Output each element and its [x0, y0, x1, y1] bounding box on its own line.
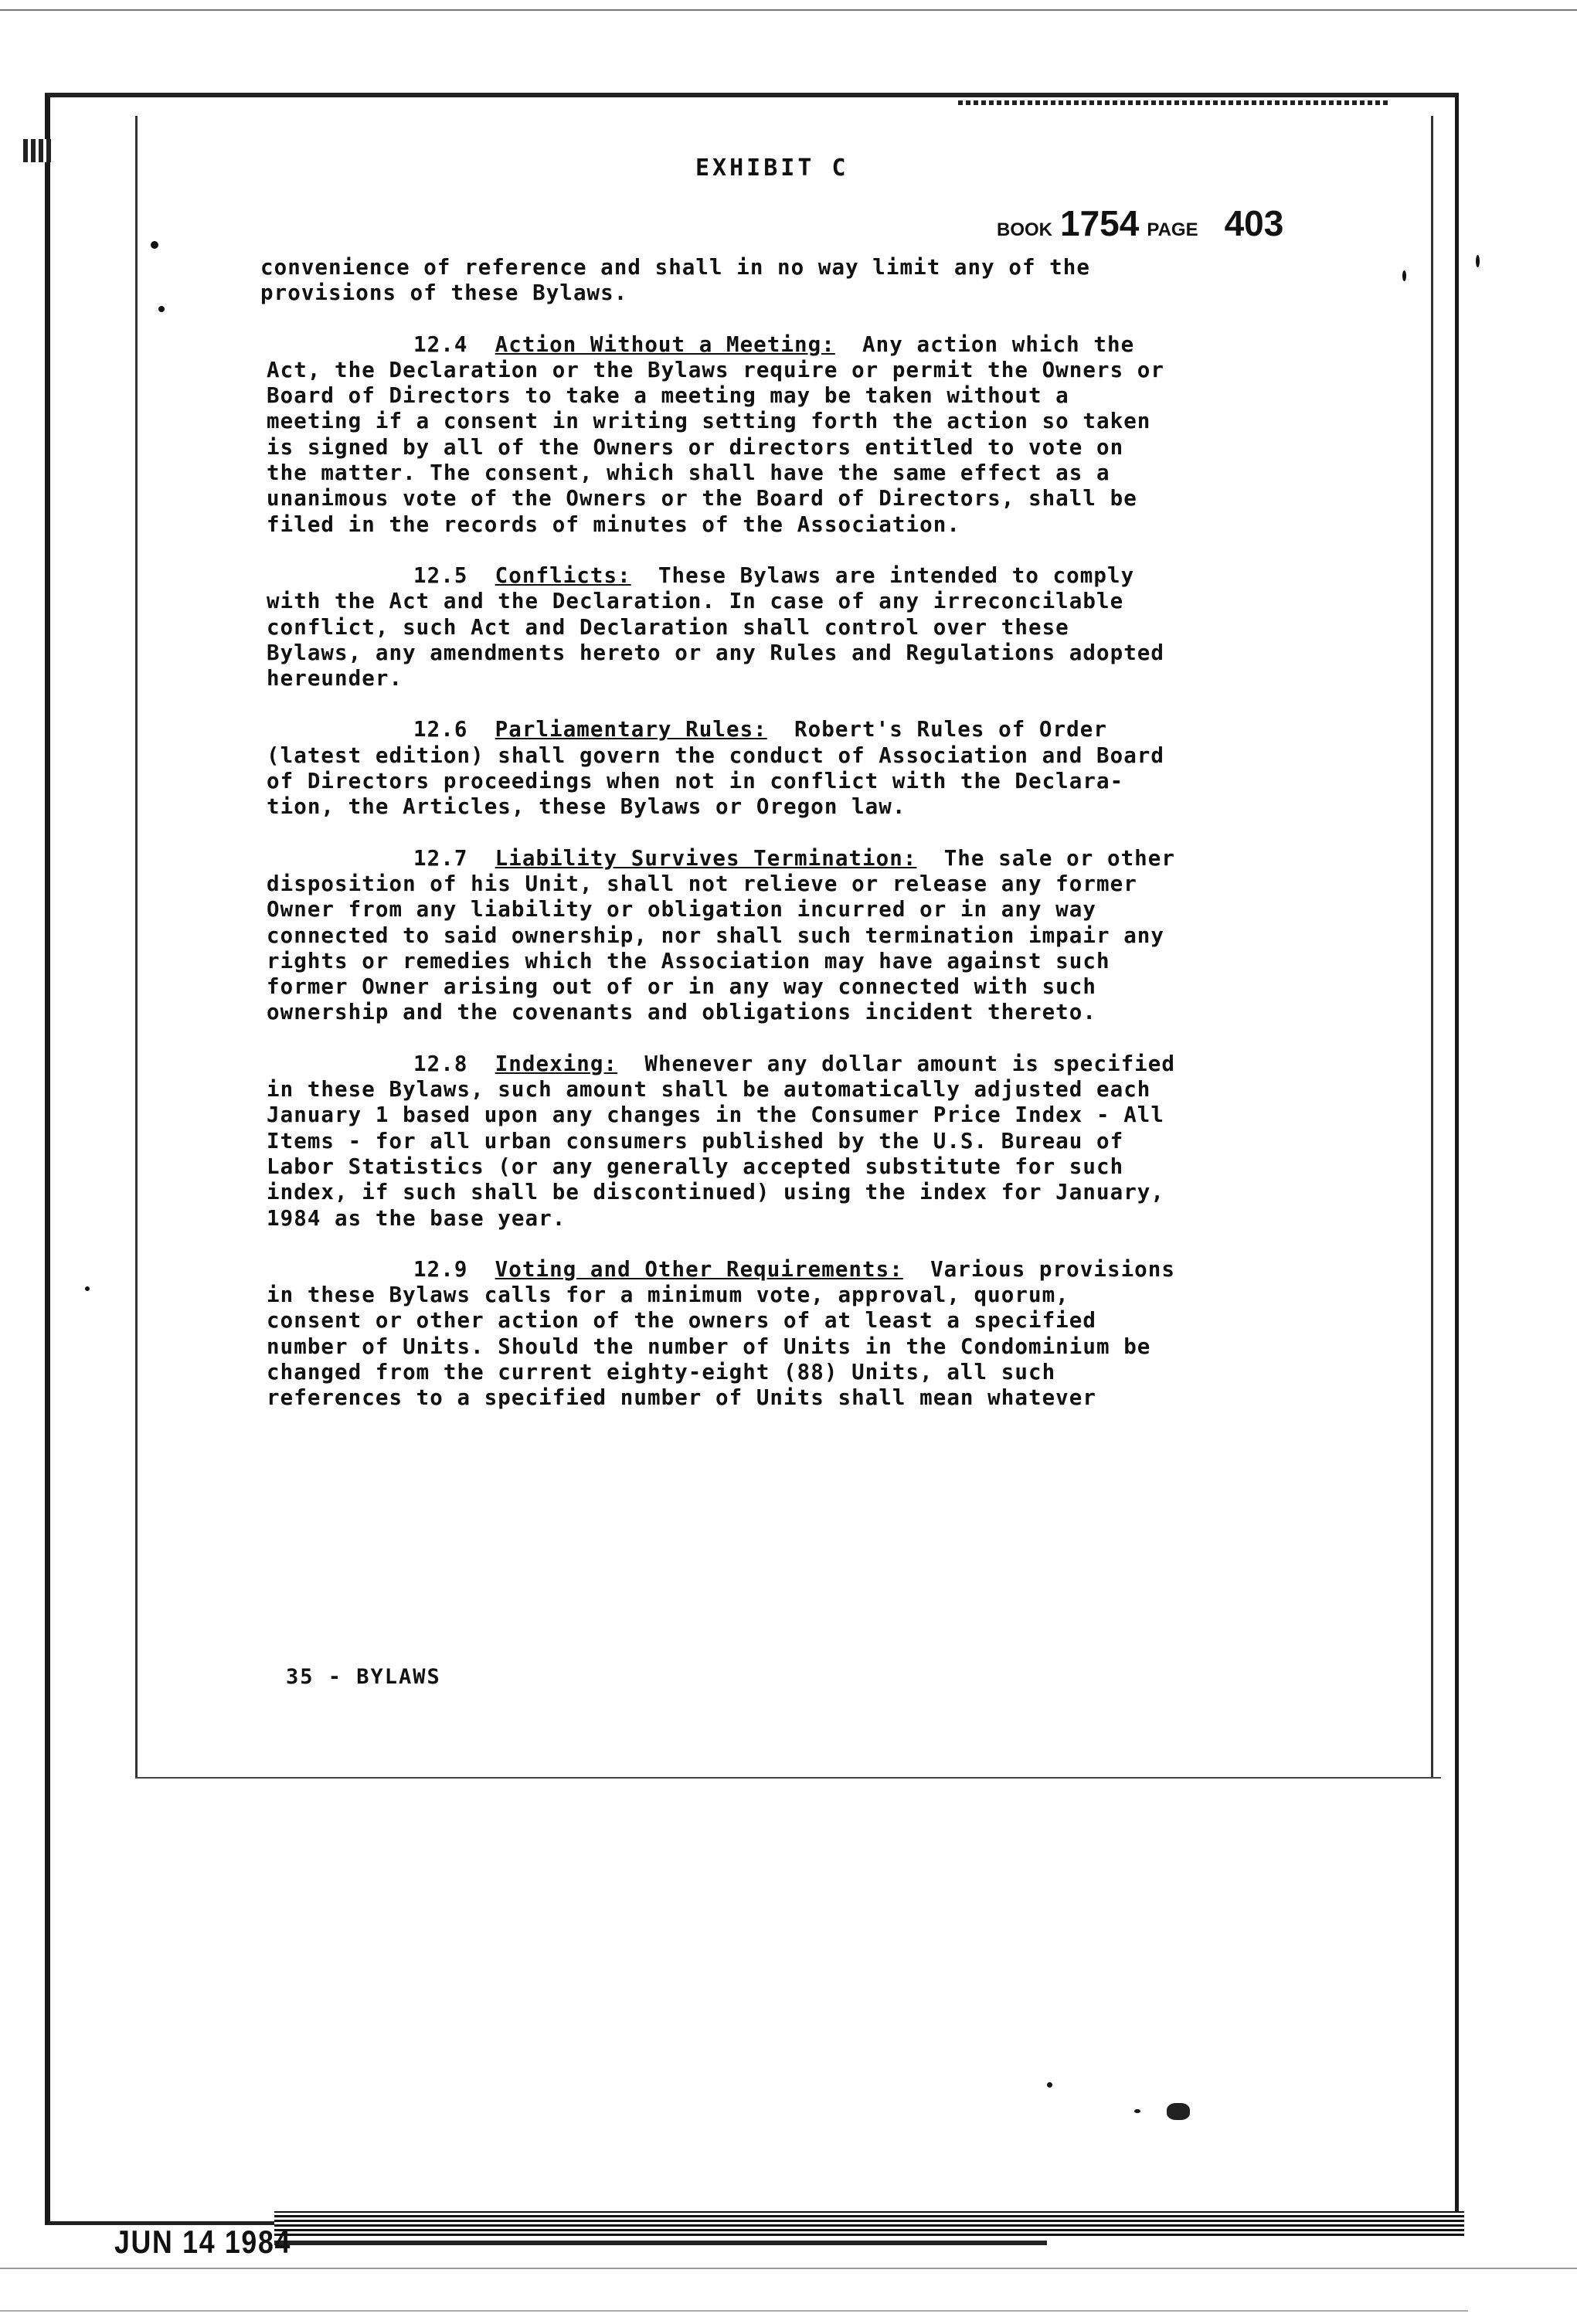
- text-line: The sale or other: [943, 845, 1175, 871]
- book-prefix: BOOK: [997, 219, 1052, 240]
- text-line: references to a specified number of Units shall mean whatever: [267, 1385, 1096, 1411]
- speck: [1134, 2109, 1140, 2113]
- text-line: These Bylaws are intended to comply: [658, 562, 1135, 588]
- book-number: 1754: [1060, 203, 1140, 243]
- recording-stamp-rule: [274, 2241, 1047, 2245]
- text-line: disposition of his Unit, shall not relieve or release any former: [267, 871, 1137, 896]
- text-line: index, if such shall be discontinued) using the index for January,: [267, 1180, 1165, 1205]
- text-line: tion, the Articles, these Bylaws or Oregon law.: [267, 794, 906, 820]
- section-heading: Voting and Other Requirements:: [495, 1256, 903, 1282]
- text-line: Act, the Declaration or the Bylaws require or permit the Owners or: [267, 357, 1165, 382]
- page-footer-label: 35 - BYLAWS: [286, 1665, 441, 1689]
- ink-blot: [1167, 2103, 1190, 2120]
- section-12-6: [267, 717, 1294, 820]
- text-line: rights or remedies which the Association may have against such: [267, 948, 1110, 973]
- scan-noise-top: [958, 100, 1391, 105]
- speck: [1402, 270, 1406, 281]
- text-line: consent or other action of the owners of at least a specified: [267, 1308, 1096, 1334]
- speck: [85, 1286, 90, 1291]
- section-12-8: [267, 1052, 1294, 1232]
- section-heading: Indexing:: [495, 1051, 618, 1076]
- text-line: provisions of these Bylaws.: [260, 280, 628, 306]
- text-line: former Owner arising out of or in any way connected with such: [267, 974, 1096, 1000]
- section-number: 12.5: [413, 562, 468, 588]
- text-line: Items - for all urban consumers published by the U.S. Bureau of: [267, 1128, 1124, 1154]
- text-line: changed from the current eighty-eight (88) Units, all such: [267, 1359, 1056, 1385]
- section-heading: Liability Survives Termination:: [495, 845, 917, 871]
- text-line: of Directors proceedings when not in conflict with the Declara-: [267, 769, 1124, 794]
- recording-stamp-bar: [274, 2211, 1464, 2236]
- exhibit-title: EXHIBIT C: [695, 155, 849, 182]
- section-heading: Parliamentary Rules:: [495, 717, 767, 742]
- text-line: January 1 based upon any changes in the Consumer Price Index - All: [267, 1103, 1165, 1128]
- section-12-9: [267, 1257, 1294, 1412]
- text-line: the matter. The consent, which shall have the same effect as a: [267, 460, 1110, 486]
- text-line: hereunder.: [267, 666, 403, 691]
- speck: [158, 306, 165, 312]
- text-line: Various provisions: [930, 1256, 1175, 1282]
- speck: [1047, 2082, 1052, 2088]
- section-12-5: [267, 563, 1294, 691]
- page-prefix: PAGE: [1147, 219, 1198, 240]
- paragraph-continuation: [260, 255, 1294, 307]
- scan-noise-left: [23, 139, 54, 162]
- text-line: number of Units. Should the number of Units in the Condominium be: [267, 1334, 1151, 1359]
- section-heading: Conflicts:: [495, 562, 631, 588]
- section-number: 12.9: [413, 1256, 468, 1282]
- text-line: Whenever any dollar amount is specified: [644, 1051, 1175, 1076]
- section-number: 12.6: [413, 717, 468, 742]
- text-line: in these Bylaws calls for a minimum vote, approval, quorum,: [267, 1283, 1069, 1308]
- scan-edge-top: [0, 9, 1577, 11]
- page-number: 403: [1224, 203, 1284, 243]
- text-line: Any action which the: [862, 331, 1135, 357]
- section-heading: Action Without a Meeting:: [495, 331, 835, 357]
- text-line: 1984 as the base year.: [267, 1205, 566, 1231]
- text-line: unanimous vote of the Owners or the Board of Directors, shall be: [267, 486, 1137, 511]
- speck: [1476, 255, 1480, 267]
- text-line: meeting if a consent in writing setting forth the action so taken: [267, 409, 1151, 434]
- speck: [151, 241, 158, 249]
- text-line: Labor Statistics (or any generally accepted substitute for such: [267, 1154, 1124, 1179]
- page-bottom-rule: [135, 1777, 1441, 1779]
- text-line: filed in the records of minutes of the Association.: [267, 511, 960, 537]
- section-number: 12.8: [413, 1051, 468, 1076]
- text-line: ownership and the covenants and obligations incident thereto.: [267, 1000, 1096, 1025]
- section-12-7: [267, 846, 1294, 1026]
- section-number: 12.4: [413, 331, 468, 357]
- section-12-4: [267, 332, 1294, 538]
- text-line: Robert's Rules of Order: [794, 717, 1107, 742]
- section-number: 12.7: [413, 845, 468, 871]
- text-line: convenience of reference and shall in no way limit any of the: [260, 255, 1090, 280]
- text-line: connected to said ownership, nor shall such termination impair any: [267, 922, 1165, 948]
- book-page-reference: [997, 202, 1283, 244]
- recording-date-stamp: JUN 14 1984: [114, 2224, 292, 2260]
- scan-edge-bottom-2: [0, 2310, 1468, 2312]
- text-line: (latest edition) shall govern the conduct of Association and Board: [267, 742, 1165, 768]
- text-line: in these Bylaws, such amount shall be automatically adjusted each: [267, 1077, 1151, 1103]
- text-line: conflict, such Act and Declaration shall control over these: [267, 614, 1069, 640]
- text-line: Owner from any liability or obligation incurred or in any way: [267, 897, 1096, 922]
- text-line: Board of Directors to take a meeting may be taken without a: [267, 383, 1069, 409]
- text-line: Bylaws, any amendments hereto or any Rules and Regulations adopted: [267, 640, 1165, 665]
- bylaws-body: [260, 255, 1294, 1437]
- text-line: is signed by all of the Owners or directors entitled to vote on: [267, 434, 1124, 460]
- text-line: with the Act and the Declaration. In case of any irreconcilable: [267, 589, 1124, 614]
- scan-edge-bottom: [0, 2268, 1577, 2269]
